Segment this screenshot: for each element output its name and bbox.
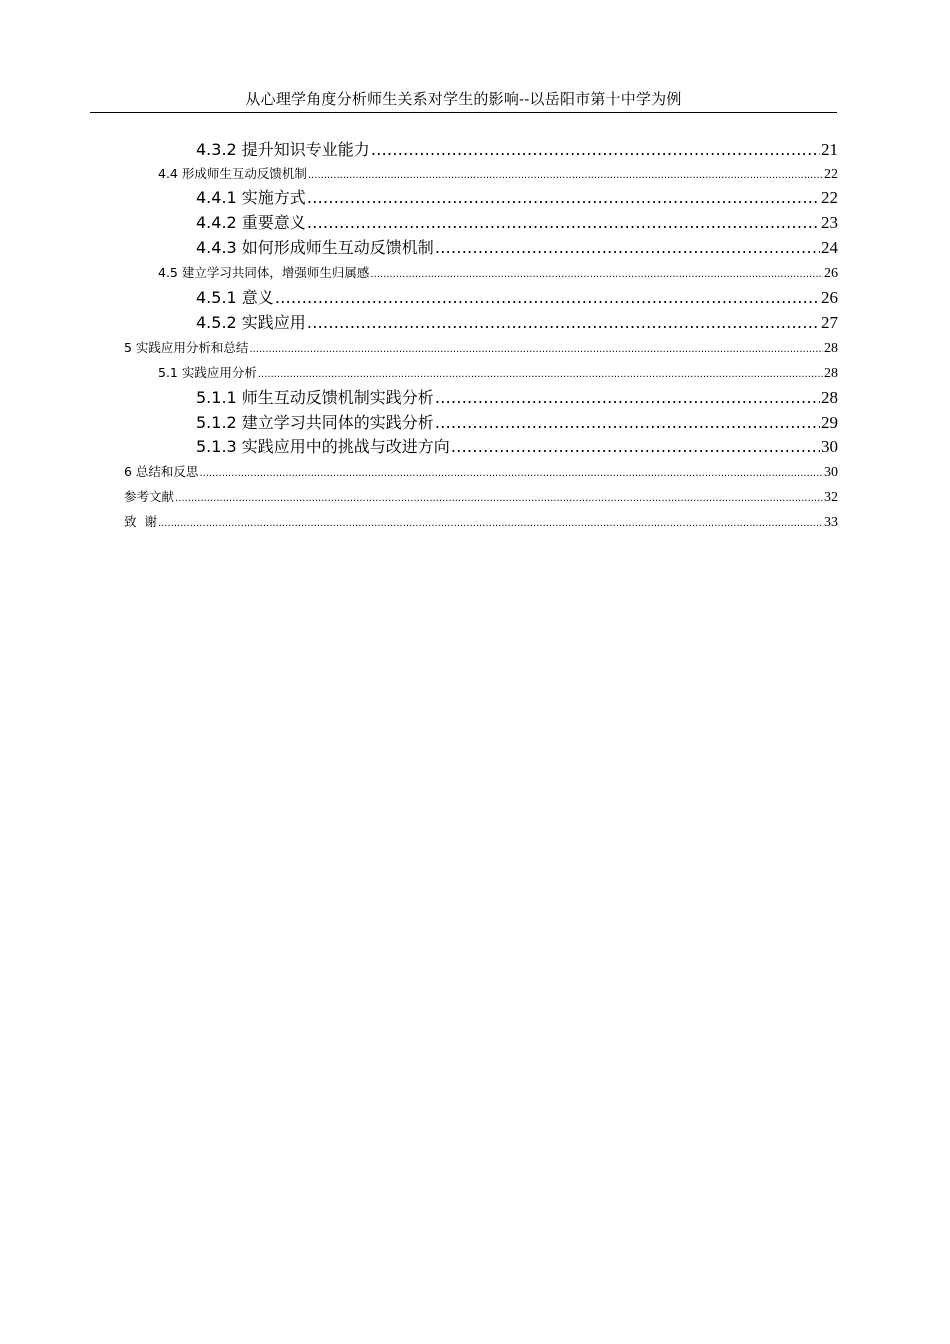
page-header	[90, 88, 837, 113]
toc-entry-5[interactable]	[124, 338, 838, 358]
toc-page-number: 29	[821, 413, 838, 432]
toc-entry-label: 5 实践应用分析和总结	[124, 340, 249, 355]
toc-entry-label: 4.4.1 实施方式	[196, 188, 306, 207]
toc-page-number: 30	[824, 465, 838, 480]
toc-entry-4-5[interactable]	[158, 263, 838, 283]
toc-entry-4-4[interactable]	[158, 164, 838, 184]
toc-entry-4-5-1[interactable]	[196, 286, 838, 310]
toc-page-number: 26	[824, 266, 838, 281]
toc-entry-label: 4.4.2 重要意义	[196, 213, 306, 232]
toc-entry-5-1-1[interactable]	[196, 386, 838, 410]
toc-dot-leader	[307, 311, 820, 335]
toc-entry-4-5-2[interactable]	[196, 311, 838, 335]
toc-page-number: 23	[821, 213, 838, 232]
document-title: 从心理学角度分析师生关系对学生的影响--以岳阳市第十中学为例	[245, 90, 682, 108]
toc-page-number: 30	[821, 437, 838, 456]
toc-page-number: 28	[824, 366, 838, 381]
toc-entry-label: 4.5.1 意义	[196, 288, 274, 307]
toc-page-number: 21	[821, 140, 838, 159]
toc-entry-4-4-1[interactable]	[196, 186, 838, 210]
toc-page-number: 24	[821, 238, 838, 257]
toc-entry-5-1[interactable]	[158, 363, 838, 383]
toc-dot-leader	[275, 286, 820, 310]
toc-entry-4-4-2[interactable]	[196, 211, 838, 235]
toc-page-number: 33	[824, 515, 838, 530]
toc-dot-leader	[199, 464, 823, 482]
toc-dot-leader	[435, 411, 820, 435]
toc-dot-leader	[370, 265, 823, 283]
toc-dot-leader	[371, 138, 820, 162]
toc-entry-label: 5.1 实践应用分析	[158, 365, 257, 380]
toc-entry-5-1-2[interactable]	[196, 411, 838, 435]
toc-dot-leader	[435, 236, 820, 260]
toc-dot-leader	[175, 489, 823, 507]
toc-entry-references[interactable]	[124, 487, 838, 507]
toc-entry-4-4-3[interactable]	[196, 236, 838, 260]
toc-page-number: 26	[821, 288, 838, 307]
toc-entry-5-1-3[interactable]	[196, 435, 838, 459]
toc-entry-label: 5.1.2 建立学习共同体的实践分析	[196, 413, 434, 432]
toc-page-number: 27	[821, 313, 838, 332]
toc-entry-label: 4.4.3 如何形成师生互动反馈机制	[196, 238, 434, 257]
toc-dot-leader	[308, 166, 823, 184]
toc-entry-6[interactable]	[124, 462, 838, 482]
toc-entry-acknowledgements[interactable]	[124, 512, 838, 532]
toc-dot-leader	[435, 386, 820, 410]
toc-entry-label: 5.1.3 实践应用中的挑战与改进方向	[196, 437, 450, 456]
toc-page-number: 28	[821, 388, 838, 407]
toc-entry-label: 4.4 形成师生互动反馈机制	[158, 166, 307, 181]
toc-page-number: 32	[824, 490, 838, 505]
toc-page-number: 28	[824, 341, 838, 356]
toc-entry-label: 5.1.1 师生互动反馈机制实践分析	[196, 388, 434, 407]
toc-page-number: 22	[824, 167, 838, 182]
toc-entry-label: 6 总结和反思	[124, 464, 199, 479]
toc-entry-label: 参考文献	[124, 489, 175, 504]
toc-entry-label: 4.5 建立学习共同体，增强师生归属感	[158, 265, 370, 280]
toc-entry-4-3-2[interactable]	[196, 138, 838, 162]
toc-dot-leader	[258, 365, 823, 383]
toc-page-number: 22	[821, 188, 838, 207]
toc-entry-label: 致 谢	[124, 514, 157, 529]
toc-dot-leader	[307, 211, 820, 235]
toc-dot-leader	[451, 435, 820, 459]
toc-dot-leader	[249, 340, 823, 358]
toc-dot-leader	[307, 186, 820, 210]
toc-dot-leader	[158, 514, 823, 532]
toc-entry-label: 4.3.2 提升知识专业能力	[196, 140, 370, 159]
toc-entry-label: 4.5.2 实践应用	[196, 313, 306, 332]
